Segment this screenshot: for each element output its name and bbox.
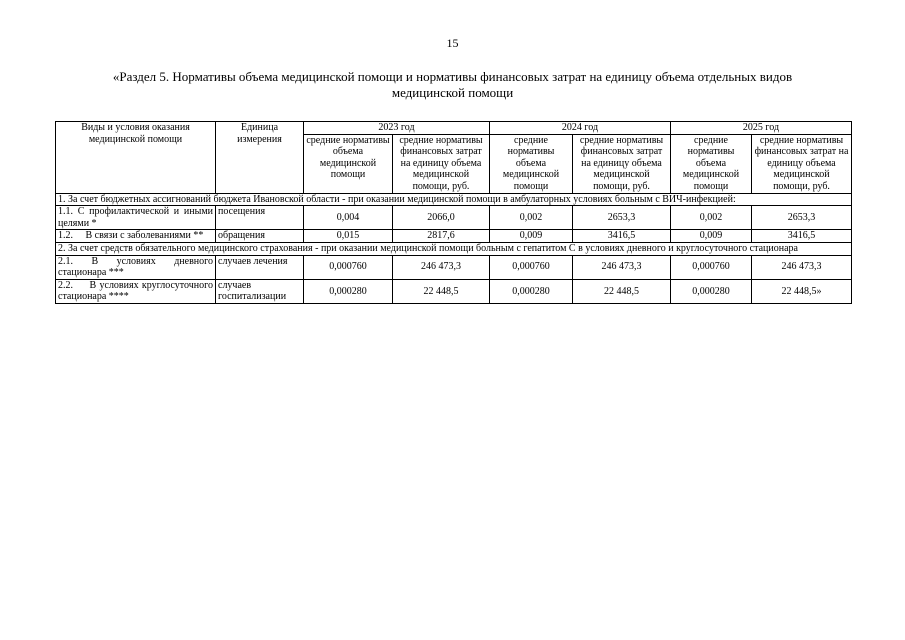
header-unit: Единица измерения — [216, 122, 304, 194]
value-volume-2024: 0,000280 — [490, 279, 573, 303]
table-row — [56, 206, 852, 230]
table-row — [56, 279, 852, 303]
section-title: «Раздел 5. Нормативы объема медицинской помощи и нормативы финансовых затрат на единицу объема отдельных видов медицинской помощи — [112, 69, 793, 100]
header-cost-2025: средние нормативы финансовых затрат на единицу объема медицинской помощи, руб. — [752, 134, 852, 193]
row-label: 1.1. С профилактической и иными целями * — [56, 206, 216, 230]
value-volume-2025: 0,002 — [671, 206, 752, 230]
row-unit: посещения — [216, 206, 304, 230]
row-unit: случаев госпитализации — [216, 279, 304, 303]
value-cost-2023: 2817,6 — [393, 230, 490, 243]
header-year-2025: 2025 год — [671, 122, 852, 135]
value-cost-2025: 22 448,5» — [752, 279, 852, 303]
header-volume-2023: средние нормативы объема медицинской помощи — [304, 134, 393, 193]
value-volume-2024: 0,000760 — [490, 255, 573, 279]
value-volume-2023: 0,015 — [304, 230, 393, 243]
header-cost-2023: средние нормативы финансовых затрат на единицу объема медицинской помощи, руб. — [393, 134, 490, 193]
header-volume-2024: средние нормативы объема медицинской помощи — [490, 134, 573, 193]
value-volume-2025: 0,009 — [671, 230, 752, 243]
value-cost-2024: 246 473,3 — [573, 255, 671, 279]
value-cost-2024: 22 448,5 — [573, 279, 671, 303]
value-cost-2023: 246 473,3 — [393, 255, 490, 279]
value-volume-2023: 0,000760 — [304, 255, 393, 279]
row-unit: обращения — [216, 230, 304, 243]
value-cost-2023: 2066,0 — [393, 206, 490, 230]
table-row — [56, 255, 852, 279]
norms-table — [55, 121, 852, 304]
value-cost-2024: 3416,5 — [573, 230, 671, 243]
section-1-row — [56, 193, 852, 206]
section-2-row — [56, 242, 852, 255]
row-label: 2.1. В условиях дневного стационара *** — [56, 255, 216, 279]
page-number: 15 — [446, 36, 459, 50]
value-cost-2025: 2653,3 — [752, 206, 852, 230]
value-cost-2023: 22 448,5 — [393, 279, 490, 303]
value-cost-2025: 246 473,3 — [752, 255, 852, 279]
value-cost-2024: 2653,3 — [573, 206, 671, 230]
row-label: 1.2. В связи с заболеваниями ** — [56, 230, 216, 243]
table-row — [56, 230, 852, 243]
value-volume-2025: 0,000760 — [671, 255, 752, 279]
row-label: 2.2. В условиях круглосуточного стационара **** — [56, 279, 216, 303]
header-year-2023: 2023 год — [304, 122, 490, 135]
value-cost-2025: 3416,5 — [752, 230, 852, 243]
value-volume-2023: 0,004 — [304, 206, 393, 230]
value-volume-2023: 0,000280 — [304, 279, 393, 303]
header-cost-2024: средние нормативы финансовых затрат на единицу объема медицинской помощи, руб. — [573, 134, 671, 193]
header-year-2024: 2024 год — [490, 122, 671, 135]
header-volume-2025: средние нормативы объема медицинской помощи — [671, 134, 752, 193]
value-volume-2024: 0,009 — [490, 230, 573, 243]
value-volume-2025: 0,000280 — [671, 279, 752, 303]
header-row-years — [56, 122, 852, 135]
header-kind: Виды и условия оказания медицинской помощи — [56, 122, 216, 194]
section-1-text: 1. За счет бюджетных ассигнований бюджета Ивановской области - при оказании медицинской помощи в амбулаторных условиях больным с ВИЧ-инфекцией: — [56, 193, 852, 206]
value-volume-2024: 0,002 — [490, 206, 573, 230]
row-unit: случаев лечения — [216, 255, 304, 279]
section-2-text: 2. За счет средств обязательного медицинского страхования - при оказании медицинской помощи больным с гепатитом С в условиях дневного и круглосуточного стационара — [56, 242, 852, 255]
